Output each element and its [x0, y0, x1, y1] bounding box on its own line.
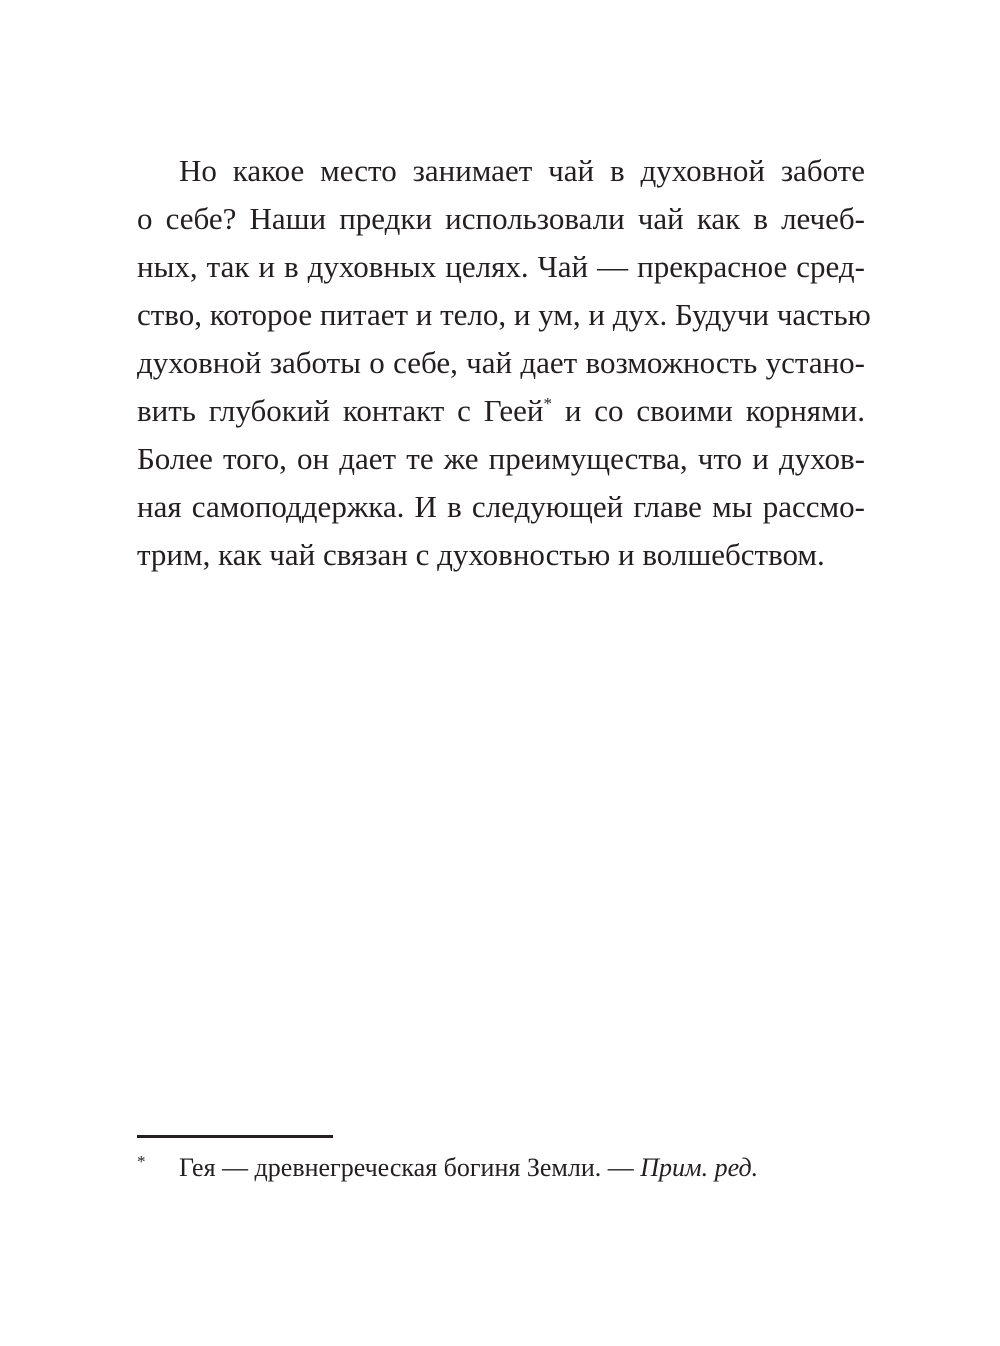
- paragraph-line: о себе? Наши предки использовали чай как в лечеб-: [137, 201, 865, 236]
- footnote-reference[interactable]: *: [543, 394, 552, 413]
- footnote-divider: [137, 1135, 333, 1138]
- footnote-editor-note: Прим. ред.: [640, 1153, 759, 1182]
- paragraph-line: ных, так и в духовных целях. Чай — прекрасное сред-: [137, 249, 865, 284]
- paragraph-line-with-footnote: [137, 387, 865, 435]
- paragraph-line: Но какое место занимает чай в духовной заботе: [179, 153, 865, 188]
- paragraph-line: ная самоподдержка. И в следующей главе мы рассмо-: [137, 489, 865, 524]
- body-paragraph: [137, 147, 871, 579]
- footnote-text: [179, 1153, 758, 1182]
- paragraph-line: духовной заботы о себе, чай дает возможность устано-: [137, 345, 865, 380]
- paragraph-line: Более того, он дает те же преимущества, что и духов-: [137, 441, 865, 476]
- footnote: * Гея — древнегреческая богиня Земли. — Прим. ред.: [137, 1152, 759, 1182]
- footnote-body: Гея — древнегреческая богиня Земли. —: [179, 1153, 641, 1182]
- paragraph-line: ство, которое питает и тело, и ум, и дух. Будучи частью: [137, 297, 871, 332]
- paragraph-line-part: вить глубокий контакт с Геей: [137, 393, 544, 428]
- paragraph-line-part: и со своими корнями.: [564, 393, 866, 428]
- paragraph-line: трим, как чай связан с духовностью и волшебством.: [137, 537, 825, 572]
